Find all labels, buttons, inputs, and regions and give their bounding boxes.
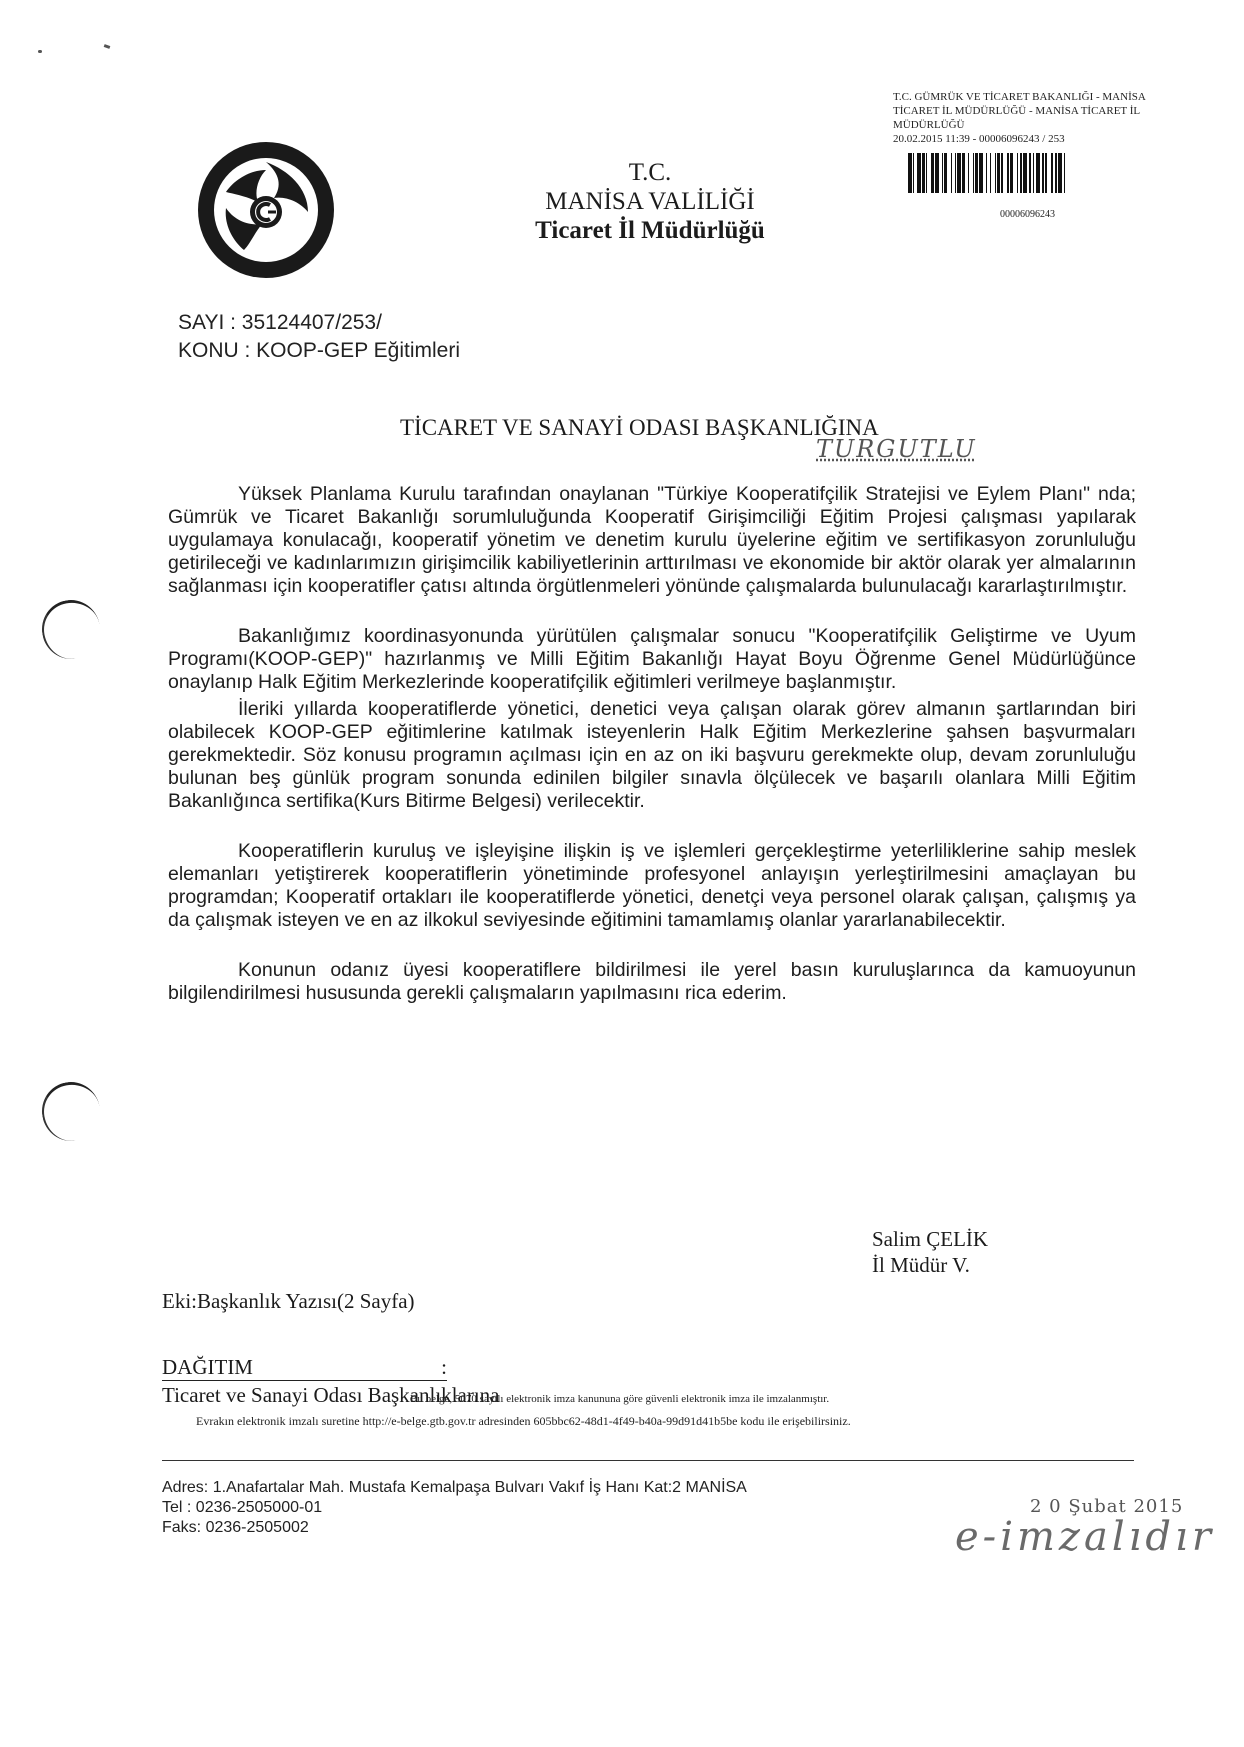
distribution-colon: : bbox=[441, 1355, 447, 1379]
footer-rule bbox=[162, 1460, 1134, 1461]
footer-address: Adres: 1.Anafartalar Mah. Mustafa Kemalpaşa Bulvarı Vakıf İş Hanı Kat:2 MANİSA bbox=[162, 1479, 747, 1496]
barcode-number: 00006096243 bbox=[1000, 209, 1055, 220]
stamp-date: 2 0 Şubat 2015 bbox=[1030, 1496, 1184, 1517]
hole-punch-mark bbox=[37, 1077, 104, 1145]
footer-fax: Faks: 0236-2505002 bbox=[162, 1519, 309, 1536]
reference-number: SAYI : 35124407/253/ bbox=[178, 311, 382, 334]
verification-note: Evrakın elektronik imzalı suretine http://e-belge.gtb.gov.tr adresinden 605bbc62-48d1-4f49-b40a-99d91d41b5be kodu ile erişebilirsiniz. bbox=[196, 1414, 851, 1428]
footer-phone: Tel : 0236-2505000-01 bbox=[162, 1499, 323, 1516]
footer-contact bbox=[162, 1478, 747, 1538]
e-signature-stamp: e-imzalıdır bbox=[955, 1514, 1215, 1560]
signature-block bbox=[872, 1226, 988, 1278]
letterhead-governorship: MANİSA VALİLİĞİ bbox=[545, 188, 755, 215]
hole-punch-mark bbox=[37, 595, 104, 663]
registry-line-2: TİCARET İL MÜDÜRLÜĞÜ - MANİSA TİCARET İL bbox=[893, 105, 1141, 117]
ministry-seal-logo bbox=[196, 140, 336, 280]
letterhead bbox=[520, 158, 780, 245]
body-paragraph-5: Konunun odanız üyesi kooperatiflere bildirilmesi ile yerel basın kuruluşlarınca da kamuoyunun bilgilendirilmesi hususunda gerekli çalışmaların yapılmasını rica ederim. bbox=[168, 959, 1136, 1004]
distribution-heading bbox=[162, 1354, 447, 1381]
scan-speck bbox=[38, 50, 42, 53]
attachment-line: Eki:Başkanlık Yazısı(2 Sayfa) bbox=[162, 1289, 415, 1313]
registry-line-3: MÜDÜRLÜĞÜ bbox=[893, 119, 965, 131]
distribution-heading-label: DAĞITIM bbox=[162, 1355, 253, 1379]
scan-speck bbox=[104, 44, 111, 49]
letterhead-directorate: Ticaret İl Müdürlüğü bbox=[535, 217, 765, 244]
addressee-title: TİCARET VE SANAYİ ODASI BAŞKANLIĞINA bbox=[400, 415, 879, 440]
subject-line: KONU : KOOP-GEP Eğitimleri bbox=[178, 339, 461, 362]
letter-body bbox=[168, 483, 1136, 1005]
esign-note: Bu belge, 5070 sayılı elektronik imza kanununa göre güvenli elektronik imza ile imzalanmıştır. bbox=[410, 1393, 830, 1405]
letterhead-tc: T.C. bbox=[628, 159, 672, 186]
body-paragraph-4: Kooperatiflerin kuruluş ve işleyişine ilişkin iş ve işlemleri gerçekleştirme yeterliliklerine sahip meslek elemanları yetiştirerek kooperatiflerin yönetiminde profesyonel anlayışın yerleştirilmesini amaçlayan bu programdan; Kooperatif ortakları ile kooperatiflerde yönetici, denetçi veya personel olarak çalışan, çalışmış ya da çalışmak isteyen ve en az ilkokul seviyesinde eğitimini tamamlamış olanlar yararlanabilecektir. bbox=[168, 840, 1136, 931]
registry-line-1: T.C. GÜMRÜK VE TİCARET BAKANLIĞI - MANİSA bbox=[893, 91, 1146, 103]
registry-line-4: 20.02.2015 11:39 - 00006096243 / 253 bbox=[893, 133, 1065, 145]
signatory-title: İl Müdür V. bbox=[872, 1253, 970, 1277]
registry-block bbox=[893, 90, 1193, 146]
body-paragraph-3: İleriki yıllarda kooperatiflerde yönetici, denetici veya çalışan olarak görev almanın şartlarından biri olabilecek KOOP-GEP eğitimlerine katılmak isteyenlerin Halk Eğitim Merkezlerine şahsen başvurmaları gerekmektedir. Söz konusu programın açılması için en az on iki başvuru gerekmekte olup, devam zorunluluğu bulunan beş günlük program sonunda edinilen bilgiler sınavla ölçülecek ve başarılı olanlara Milli Eğitim Bakanlığınca sertifika(Kurs Bitirme Belgesi) verilecektir. bbox=[168, 698, 1136, 812]
addressee-city-handwritten: TURGUTLU bbox=[816, 435, 977, 463]
body-paragraph-2: Bakanlığımız koordinasyonunda yürütülen çalışmalar sonucu "Kooperatifçilik Geliştirme ve Uyum Programı(KOOP-GEP)" hazırlanmış ve Milli Eğitim Bakanlığı Hayat Boyu Öğrenme Genel Müdürlüğünce onaylanıp Halk Eğitim Merkezlerinde kooperatifçilik eğitimleri verilmeye başlanmıştır. bbox=[168, 625, 1136, 693]
barcode bbox=[908, 153, 1165, 193]
body-paragraph-1: Yüksek Planlama Kurulu tarafından onaylanan "Türkiye Kooperatifçilik Stratejisi ve Eylem Planı" nda; Gümrük ve Ticaret Bakanlığı sorumluluğunda Kooperatif Girişimciliği Eğitim Projesi çalışması yapılarak uygulamaya konulacağı, kooperatif yönetim ve denetim kurulu üyelerine eğitim ve sertifikasyon zorunluluğu getirileceği ve kadınlarımızın girişimcilik kabiliyetlerinin arttırılması ve ekonomide bir aktör olarak yer almalarının sağlanması için kooperatifler çatısı altında örgütlenmeleri yönünde çalışmalarda bulunulacağı kararlaştırılmıştır. bbox=[168, 483, 1136, 597]
signatory-name: Salim ÇELİK bbox=[872, 1227, 989, 1251]
barcode-bar bbox=[1065, 153, 1068, 193]
reference-block bbox=[178, 309, 460, 365]
distribution-recipient: Ticaret ve Sanayi Odası Başkanlıklarına bbox=[162, 1383, 500, 1407]
